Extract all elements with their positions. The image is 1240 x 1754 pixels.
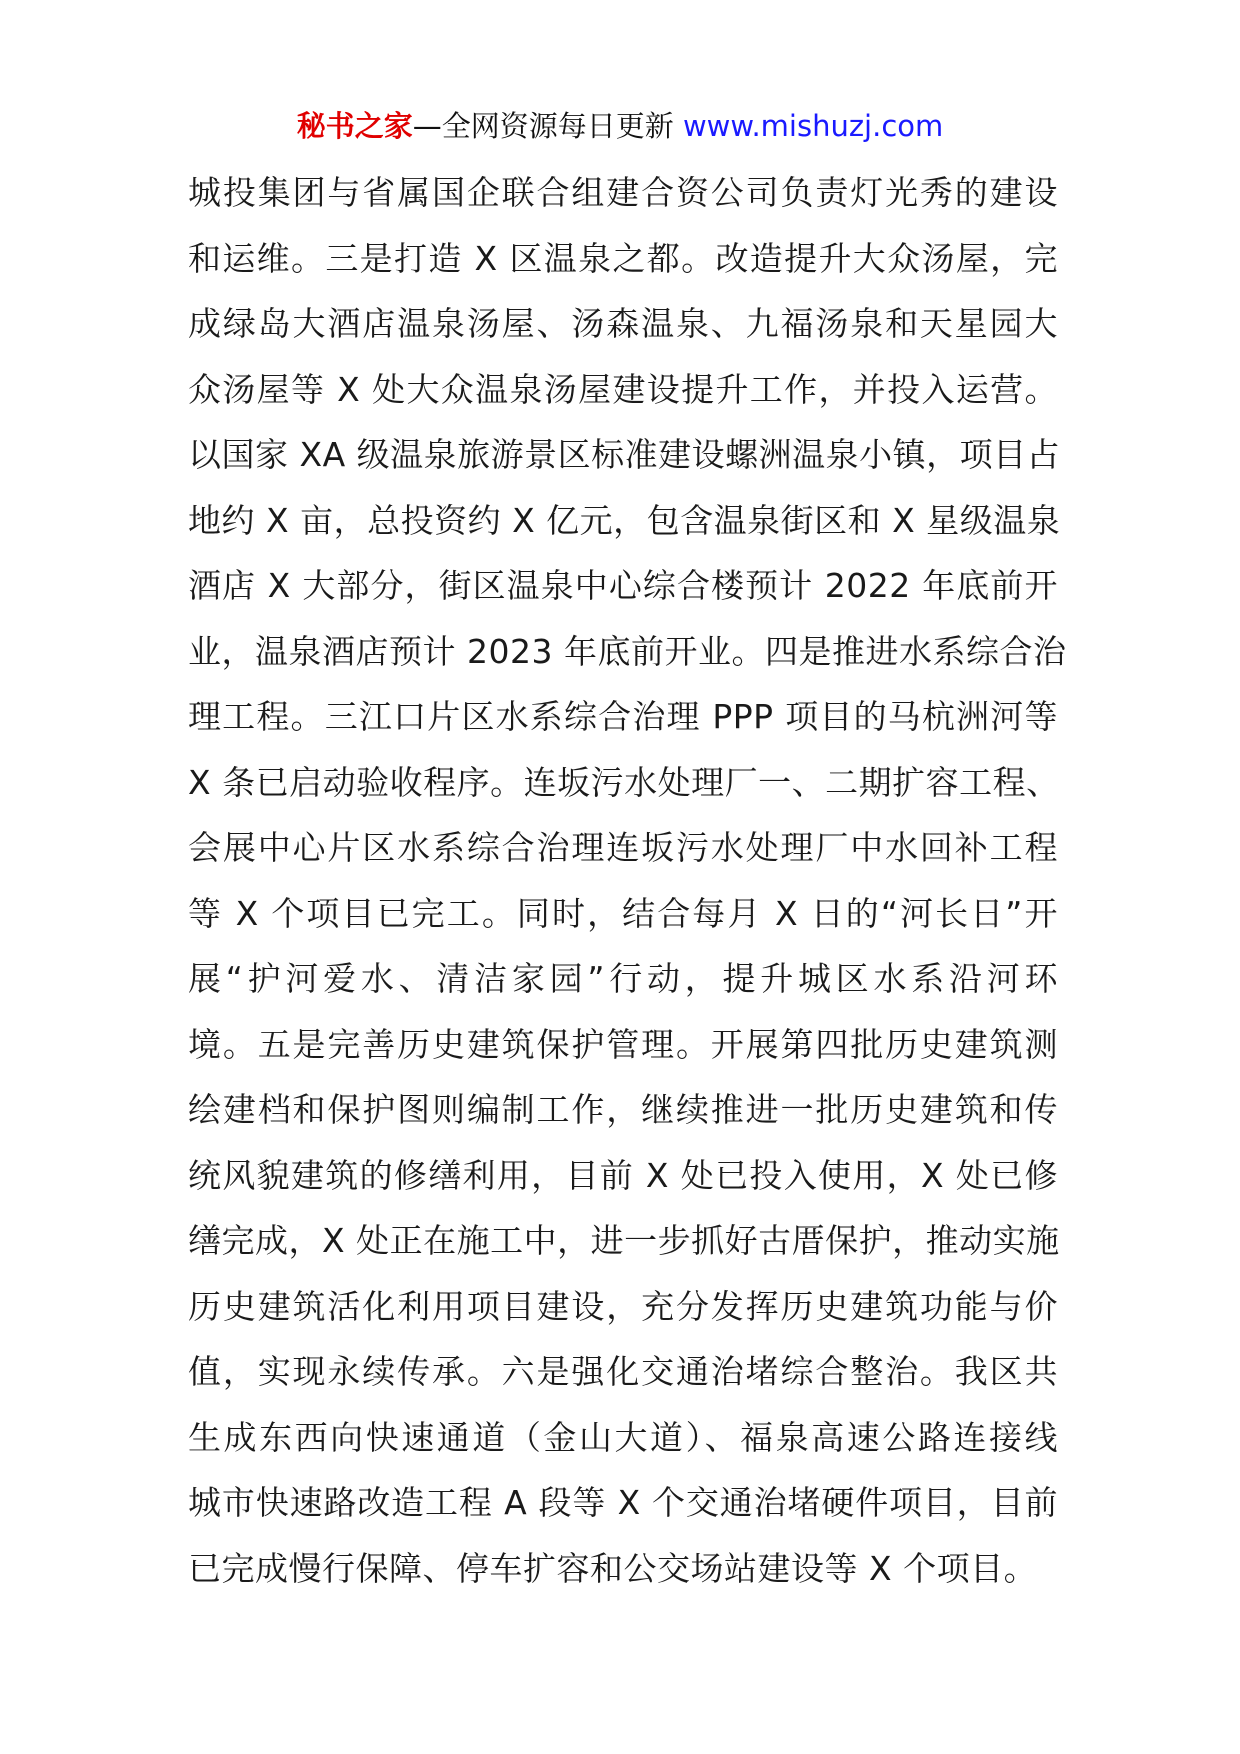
header-tagline: —全网资源每日更新: [412, 109, 674, 143]
page-header: [0, 104, 1240, 148]
text-line: 成绿岛大酒店温泉汤屋、汤森温泉、九福汤泉和天星园大: [188, 304, 1058, 343]
brand-name: 秘书之家: [296, 109, 413, 143]
text-line: 生成东西向快速通道（金山大道）、福泉高速公路连接线: [188, 1417, 1058, 1457]
text-line: 展“护河爱水、清洁家园”行动，提升城区水系沿河环: [188, 959, 1058, 998]
website-link[interactable]: www.mishuzj.com: [682, 109, 944, 143]
text-line: 城市快速路改造工程 A 段等 X 个交通治堵硬件项目，目前: [188, 1483, 1059, 1522]
text-line: 值，实现永续传承。六是强化交通治堵综合整治。我区共: [188, 1352, 1058, 1391]
text-line: 众汤屋等 X 处大众温泉汤屋建设提升工作，并投入运营。: [188, 369, 1058, 409]
text-line: 以国家 XA 级温泉旅游景区标准建设螺洲温泉小镇，项目占: [188, 435, 1061, 474]
text-line: 已完成慢行保障、停车扩容和公交场站建设等 X 个项目。: [188, 1548, 1038, 1588]
text-line: 历史建筑活化利用项目建设，充分发挥历史建筑功能与价: [188, 1286, 1058, 1326]
text-line: 会展中心片区水系综合治理连坂污水处理厂中水回补工程: [188, 828, 1058, 867]
text-line: 缮完成，X 处正在施工中，进一步抓好古厝保护，推动实施: [188, 1221, 1060, 1260]
text-line: 和运维。三是打造 X 区温泉之都。改造提升大众汤屋，完: [188, 238, 1058, 278]
text-line: 境。五是完善历史建筑保护管理。开展第四批历史建筑测: [188, 1024, 1058, 1064]
text-line: 理工程。三江口片区水系综合治理 PPP 项目的马杭洲河等: [188, 697, 1058, 736]
text-line: 地约 X 亩，总投资约 X 亿元，包含温泉街区和 X 星级温泉: [188, 500, 1061, 540]
document-body: [188, 160, 1067, 1601]
text-line: 城投集团与省属国企联合组建合资公司负责灯光秀的建设: [188, 173, 1058, 212]
text-line: X 条已启动验收程序。连坂污水处理厂一、二期扩容工程、: [188, 762, 1060, 802]
text-line: 绘建档和保护图则编制工作，继续推进一批历史建筑和传: [188, 1090, 1058, 1129]
text-line: 酒店 X 大部分，街区温泉中心综合楼预计 2022 年底前开: [188, 566, 1058, 605]
text-line: 统风貌建筑的修缮利用，目前 X 处已投入使用，X 处已修: [188, 1155, 1058, 1195]
text-line: 业，温泉酒店预计 2023 年底前开业。四是推进水系综合治: [188, 631, 1067, 671]
text-line: 等 X 个项目已完工。同时，结合每月 X 日的“河长日”开: [188, 893, 1058, 933]
